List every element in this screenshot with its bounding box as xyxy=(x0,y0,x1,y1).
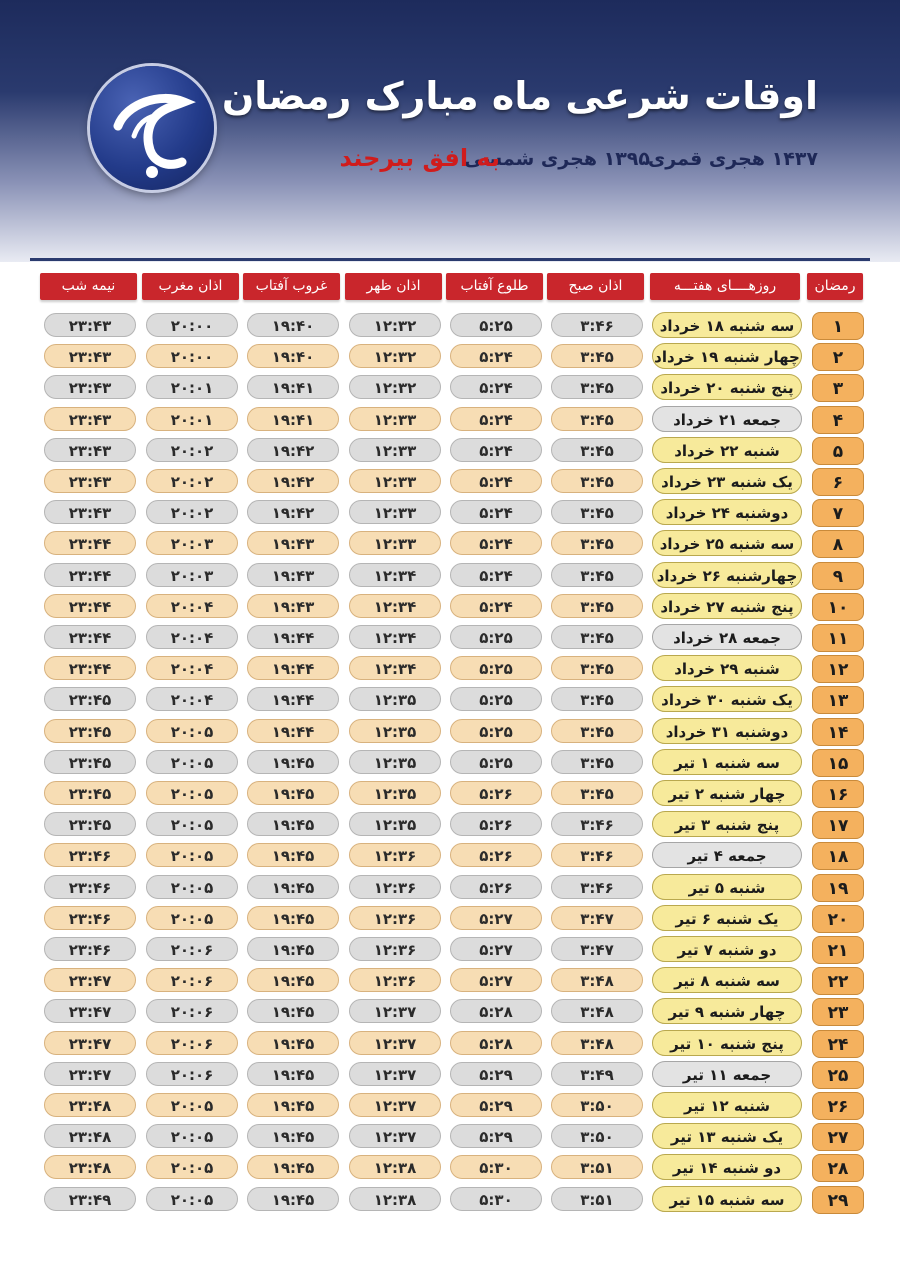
weekday-date: شنبه ۵ تیر xyxy=(652,874,802,900)
sunset-time: ۱۹:۴۵ xyxy=(247,1093,339,1117)
fajr-time: ۳:۵۱ xyxy=(551,1155,643,1179)
dhuhr-time: ۱۲:۳۷ xyxy=(349,999,441,1023)
ramadan-day-number: ۷ xyxy=(812,499,864,527)
header-banner xyxy=(0,0,900,262)
dhuhr-time: ۱۲:۳۷ xyxy=(349,1031,441,1055)
ramadan-day-number: ۲۵ xyxy=(812,1061,864,1089)
table-row xyxy=(0,1030,900,1058)
midnight-time: ۲۳:۴۴ xyxy=(44,563,136,587)
sunrise-time: ۵:۲۴ xyxy=(450,438,542,462)
sunrise-time: ۵:۲۵ xyxy=(450,313,542,337)
ramadan-day-number: ۱۰ xyxy=(812,593,864,621)
maghrib-time: ۲۰:۰۵ xyxy=(146,750,238,774)
dhuhr-time: ۱۲:۳۷ xyxy=(349,1124,441,1148)
ramadan-day-number: ۱۱ xyxy=(812,624,864,652)
maghrib-time: ۲۰:۰۵ xyxy=(146,875,238,899)
sunrise-time: ۵:۲۵ xyxy=(450,687,542,711)
table-row xyxy=(0,312,900,340)
weekday-date: پنج شنبه ۲۷ خرداد xyxy=(652,593,802,619)
ramadan-day-number: ۱۹ xyxy=(812,874,864,902)
dhuhr-time: ۱۲:۳۶ xyxy=(349,875,441,899)
dhuhr-time: ۱۲:۳۸ xyxy=(349,1155,441,1179)
midnight-time: ۲۳:۴۸ xyxy=(44,1124,136,1148)
ramadan-day-number: ۱۸ xyxy=(812,842,864,870)
fajr-time: ۳:۴۸ xyxy=(551,968,643,992)
midnight-time: ۲۳:۴۵ xyxy=(44,781,136,805)
weekday-date: دوشنبه ۲۴ خرداد xyxy=(652,499,802,525)
ramadan-day-number: ۱۲ xyxy=(812,655,864,683)
ramadan-day-number: ۲۳ xyxy=(812,998,864,1026)
midnight-time: ۲۳:۴۸ xyxy=(44,1155,136,1179)
sunrise-time: ۵:۳۰ xyxy=(450,1187,542,1211)
midnight-time: ۲۳:۴۵ xyxy=(44,719,136,743)
fajr-time: ۳:۴۵ xyxy=(551,375,643,399)
midnight-time: ۲۳:۴۷ xyxy=(44,1031,136,1055)
sunrise-time: ۵:۲۶ xyxy=(450,843,542,867)
ramadan-day-number: ۱۷ xyxy=(812,811,864,839)
maghrib-time: ۲۰:۰۶ xyxy=(146,1031,238,1055)
col-sunrise: طلوع آفتاب xyxy=(446,273,543,300)
weekday-date: شنبه ۲۲ خرداد xyxy=(652,437,802,463)
table-row xyxy=(0,343,900,371)
sunrise-time: ۵:۲۴ xyxy=(450,344,542,368)
table-row xyxy=(0,655,900,683)
maghrib-time: ۲۰:۰۰ xyxy=(146,344,238,368)
weekday-date: یک شنبه ۳۰ خرداد xyxy=(652,686,802,712)
col-midnight: نیمه شب xyxy=(40,273,137,300)
dhuhr-time: ۱۲:۳۲ xyxy=(349,375,441,399)
ramadan-day-number: ۲۲ xyxy=(812,967,864,995)
midnight-time: ۲۳:۴۳ xyxy=(44,438,136,462)
sunrise-time: ۵:۲۷ xyxy=(450,906,542,930)
fajr-time: ۳:۴۵ xyxy=(551,719,643,743)
maghrib-time: ۲۰:۰۳ xyxy=(146,563,238,587)
table-row xyxy=(0,530,900,558)
fajr-time: ۳:۴۵ xyxy=(551,438,643,462)
weekday-date: پنج شنبه ۲۰ خرداد xyxy=(652,374,802,400)
fajr-time: ۳:۴۵ xyxy=(551,500,643,524)
table-row xyxy=(0,874,900,902)
table-row xyxy=(0,562,900,590)
ramadan-day-number: ۲۱ xyxy=(812,936,864,964)
midnight-time: ۲۳:۴۳ xyxy=(44,469,136,493)
fajr-time: ۳:۴۵ xyxy=(551,750,643,774)
fajr-time: ۳:۵۱ xyxy=(551,1187,643,1211)
midnight-time: ۲۳:۴۳ xyxy=(44,344,136,368)
weekday-date: چهار شنبه ۹ تیر xyxy=(652,998,802,1024)
sunset-time: ۱۹:۴۴ xyxy=(247,656,339,680)
maghrib-time: ۲۰:۰۵ xyxy=(146,812,238,836)
midnight-time: ۲۳:۴۴ xyxy=(44,531,136,555)
table-row xyxy=(0,1092,900,1120)
table-row xyxy=(0,1154,900,1182)
sunset-time: ۱۹:۴۵ xyxy=(247,812,339,836)
midnight-time: ۲۳:۴۶ xyxy=(44,906,136,930)
fajr-time: ۳:۴۸ xyxy=(551,999,643,1023)
ramadan-day-number: ۲۹ xyxy=(812,1186,864,1214)
weekday-date: دو شنبه ۱۴ تیر xyxy=(652,1154,802,1180)
col-fajr: اذان صبح xyxy=(547,273,644,300)
maghrib-time: ۲۰:۰۶ xyxy=(146,937,238,961)
table-row xyxy=(0,905,900,933)
maghrib-time: ۲۰:۰۵ xyxy=(146,781,238,805)
sunset-time: ۱۹:۴۲ xyxy=(247,438,339,462)
sunset-time: ۱۹:۴۵ xyxy=(247,968,339,992)
sunset-time: ۱۹:۴۲ xyxy=(247,500,339,524)
sunset-time: ۱۹:۴۰ xyxy=(247,313,339,337)
dhuhr-time: ۱۲:۳۵ xyxy=(349,750,441,774)
maghrib-time: ۲۰:۰۶ xyxy=(146,1062,238,1086)
weekday-date: جمعه ۴ تیر xyxy=(652,842,802,868)
column-headers xyxy=(0,273,900,301)
sunset-time: ۱۹:۴۴ xyxy=(247,719,339,743)
sunset-time: ۱۹:۴۵ xyxy=(247,1031,339,1055)
dhuhr-time: ۱۲:۳۴ xyxy=(349,594,441,618)
sunset-time: ۱۹:۴۵ xyxy=(247,875,339,899)
sunset-time: ۱۹:۴۱ xyxy=(247,375,339,399)
jam-news-logo-icon xyxy=(90,66,214,190)
sunrise-time: ۵:۲۴ xyxy=(450,594,542,618)
midnight-time: ۲۳:۴۹ xyxy=(44,1187,136,1211)
sunset-time: ۱۹:۴۴ xyxy=(247,625,339,649)
sunset-time: ۱۹:۴۵ xyxy=(247,750,339,774)
maghrib-time: ۲۰:۰۳ xyxy=(146,531,238,555)
dhuhr-time: ۱۲:۳۶ xyxy=(349,843,441,867)
sunrise-time: ۵:۲۹ xyxy=(450,1124,542,1148)
col-weekday: روزهــــای هفتـــه xyxy=(650,273,800,300)
sunset-time: ۱۹:۴۵ xyxy=(247,999,339,1023)
weekday-date: دو شنبه ۷ تیر xyxy=(652,936,802,962)
dhuhr-time: ۱۲:۳۴ xyxy=(349,656,441,680)
dhuhr-time: ۱۲:۳۴ xyxy=(349,625,441,649)
sunset-time: ۱۹:۴۳ xyxy=(247,531,339,555)
fajr-time: ۳:۴۶ xyxy=(551,812,643,836)
weekday-date: سه شنبه ۸ تیر xyxy=(652,967,802,993)
fajr-time: ۳:۴۹ xyxy=(551,1062,643,1086)
weekday-date: شنبه ۲۹ خرداد xyxy=(652,655,802,681)
fajr-time: ۳:۴۵ xyxy=(551,656,643,680)
sunset-time: ۱۹:۴۵ xyxy=(247,781,339,805)
maghrib-time: ۲۰:۰۵ xyxy=(146,843,238,867)
table-row xyxy=(0,780,900,808)
table-row xyxy=(0,1123,900,1151)
sunrise-time: ۵:۲۵ xyxy=(450,625,542,649)
dhuhr-time: ۱۲:۳۷ xyxy=(349,1062,441,1086)
fajr-time: ۳:۴۸ xyxy=(551,1031,643,1055)
maghrib-time: ۲۰:۰۵ xyxy=(146,719,238,743)
midnight-time: ۲۳:۴۴ xyxy=(44,656,136,680)
weekday-date: شنبه ۱۲ تیر xyxy=(652,1092,802,1118)
fajr-time: ۳:۴۵ xyxy=(551,687,643,711)
ramadan-day-number: ۶ xyxy=(812,468,864,496)
col-dhuhr: اذان ظهر xyxy=(345,273,442,300)
weekday-date: سه شنبه ۱۸ خرداد xyxy=(652,312,802,338)
maghrib-time: ۲۰:۰۲ xyxy=(146,438,238,462)
dhuhr-time: ۱۲:۳۳ xyxy=(349,500,441,524)
midnight-time: ۲۳:۴۵ xyxy=(44,687,136,711)
dhuhr-time: ۱۲:۳۶ xyxy=(349,937,441,961)
sunset-time: ۱۹:۴۲ xyxy=(247,469,339,493)
weekday-date: سه شنبه ۱۵ تیر xyxy=(652,1186,802,1212)
dhuhr-time: ۱۲:۳۳ xyxy=(349,531,441,555)
weekday-date: جمعه ۲۱ خرداد xyxy=(652,406,802,432)
fajr-time: ۳:۴۵ xyxy=(551,344,643,368)
ramadan-day-number: ۲۷ xyxy=(812,1123,864,1151)
dhuhr-time: ۱۲:۳۳ xyxy=(349,438,441,462)
ramadan-day-number: ۱۴ xyxy=(812,718,864,746)
ramadan-day-number: ۲۰ xyxy=(812,905,864,933)
maghrib-time: ۲۰:۰۲ xyxy=(146,500,238,524)
sunrise-time: ۵:۳۰ xyxy=(450,1155,542,1179)
maghrib-time: ۲۰:۰۵ xyxy=(146,1093,238,1117)
fajr-time: ۳:۴۵ xyxy=(551,531,643,555)
ramadan-day-number: ۵ xyxy=(812,437,864,465)
dhuhr-time: ۱۲:۳۲ xyxy=(349,313,441,337)
header-divider xyxy=(30,258,870,261)
sunrise-time: ۵:۲۶ xyxy=(450,812,542,836)
ramadan-day-number: ۲۶ xyxy=(812,1092,864,1120)
midnight-time: ۲۳:۴۸ xyxy=(44,1093,136,1117)
col-maghrib: اذان مغرب xyxy=(142,273,239,300)
dhuhr-time: ۱۲:۳۶ xyxy=(349,968,441,992)
dhuhr-time: ۱۲:۳۵ xyxy=(349,687,441,711)
ramadan-day-number: ۸ xyxy=(812,530,864,558)
fajr-time: ۳:۴۷ xyxy=(551,906,643,930)
sunset-time: ۱۹:۴۵ xyxy=(247,937,339,961)
weekday-date: چهار شنبه ۱۹ خرداد xyxy=(652,343,802,369)
fajr-time: ۳:۴۶ xyxy=(551,875,643,899)
city-label: به افق بیرجند xyxy=(339,144,500,172)
sunset-time: ۱۹:۴۵ xyxy=(247,906,339,930)
ramadan-day-number: ۱۶ xyxy=(812,780,864,808)
fajr-time: ۳:۴۵ xyxy=(551,594,643,618)
sunrise-time: ۵:۲۸ xyxy=(450,999,542,1023)
midnight-time: ۲۳:۴۷ xyxy=(44,968,136,992)
sunrise-time: ۵:۲۶ xyxy=(450,875,542,899)
sunrise-time: ۵:۲۶ xyxy=(450,781,542,805)
page-title: اوقات شرعی ماه مبارک رمضان xyxy=(221,74,818,118)
maghrib-time: ۲۰:۰۲ xyxy=(146,469,238,493)
midnight-time: ۲۳:۴۶ xyxy=(44,937,136,961)
dhuhr-time: ۱۲:۳۴ xyxy=(349,563,441,587)
sunset-time: ۱۹:۴۰ xyxy=(247,344,339,368)
weekday-date: یک شنبه ۶ تیر xyxy=(652,905,802,931)
fajr-time: ۳:۴۵ xyxy=(551,781,643,805)
dhuhr-time: ۱۲:۳۸ xyxy=(349,1187,441,1211)
midnight-time: ۲۳:۴۶ xyxy=(44,875,136,899)
weekday-date: دوشنبه ۳۱ خرداد xyxy=(652,718,802,744)
midnight-time: ۲۳:۴۴ xyxy=(44,625,136,649)
weekday-date: جمعه ۱۱ تیر xyxy=(652,1061,802,1087)
sunrise-time: ۵:۲۵ xyxy=(450,656,542,680)
table-row xyxy=(0,406,900,434)
sunset-time: ۱۹:۴۳ xyxy=(247,594,339,618)
dhuhr-time: ۱۲:۳۳ xyxy=(349,469,441,493)
sunrise-time: ۵:۲۷ xyxy=(450,968,542,992)
fajr-time: ۳:۵۰ xyxy=(551,1124,643,1148)
sunset-time: ۱۹:۴۵ xyxy=(247,1124,339,1148)
dhuhr-time: ۱۲:۳۳ xyxy=(349,407,441,431)
table-row xyxy=(0,1186,900,1214)
weekday-date: یک شنبه ۲۳ خرداد xyxy=(652,468,802,494)
maghrib-time: ۲۰:۰۱ xyxy=(146,407,238,431)
table-row xyxy=(0,437,900,465)
sunset-time: ۱۹:۴۵ xyxy=(247,1062,339,1086)
table-row xyxy=(0,718,900,746)
ramadan-day-number: ۲ xyxy=(812,343,864,371)
sunset-time: ۱۹:۴۵ xyxy=(247,1155,339,1179)
dhuhr-time: ۱۲:۳۵ xyxy=(349,781,441,805)
table-row xyxy=(0,374,900,402)
maghrib-time: ۲۰:۰۶ xyxy=(146,999,238,1023)
maghrib-time: ۲۰:۰۴ xyxy=(146,687,238,711)
fajr-time: ۳:۴۵ xyxy=(551,563,643,587)
sunrise-time: ۵:۲۸ xyxy=(450,1031,542,1055)
maghrib-time: ۲۰:۰۰ xyxy=(146,313,238,337)
sunset-time: ۱۹:۴۴ xyxy=(247,687,339,711)
ramadan-day-number: ۱۳ xyxy=(812,686,864,714)
sunrise-time: ۵:۲۴ xyxy=(450,407,542,431)
table-row xyxy=(0,749,900,777)
ramadan-day-number: ۳ xyxy=(812,374,864,402)
weekday-date: چهار شنبه ۲ تیر xyxy=(652,780,802,806)
maghrib-time: ۲۰:۰۴ xyxy=(146,594,238,618)
maghrib-time: ۲۰:۰۵ xyxy=(146,1155,238,1179)
sunrise-time: ۵:۲۴ xyxy=(450,375,542,399)
lunar-year: ۱۴۳۷ هجری قمری xyxy=(647,148,818,170)
dhuhr-time: ۱۲:۳۲ xyxy=(349,344,441,368)
ramadan-day-number: ۲۴ xyxy=(812,1030,864,1058)
table-row xyxy=(0,593,900,621)
weekday-date: سه شنبه ۲۵ خرداد xyxy=(652,530,802,556)
maghrib-time: ۲۰:۰۴ xyxy=(146,625,238,649)
sunset-time: ۱۹:۴۵ xyxy=(247,1187,339,1211)
dhuhr-time: ۱۲:۳۷ xyxy=(349,1093,441,1117)
sunrise-time: ۵:۲۴ xyxy=(450,500,542,524)
ramadan-day-number: ۹ xyxy=(812,562,864,590)
table-row xyxy=(0,1061,900,1089)
col-ramadan: رمضان xyxy=(807,273,863,300)
weekday-date: پنج شنبه ۱۰ تیر xyxy=(652,1030,802,1056)
sunset-time: ۱۹:۴۵ xyxy=(247,843,339,867)
maghrib-time: ۲۰:۰۱ xyxy=(146,375,238,399)
ramadan-day-number: ۱۵ xyxy=(812,749,864,777)
midnight-time: ۲۳:۴۳ xyxy=(44,313,136,337)
table-row xyxy=(0,998,900,1026)
sunset-time: ۱۹:۴۱ xyxy=(247,407,339,431)
fajr-time: ۳:۴۶ xyxy=(551,313,643,337)
weekday-date: جمعه ۲۸ خرداد xyxy=(652,624,802,650)
sunrise-time: ۵:۲۴ xyxy=(450,531,542,555)
table-row xyxy=(0,468,900,496)
fajr-time: ۳:۴۵ xyxy=(551,625,643,649)
midnight-time: ۲۳:۴۴ xyxy=(44,594,136,618)
fajr-time: ۳:۵۰ xyxy=(551,1093,643,1117)
table-row xyxy=(0,499,900,527)
maghrib-time: ۲۰:۰۵ xyxy=(146,906,238,930)
midnight-time: ۲۳:۴۳ xyxy=(44,375,136,399)
sunrise-time: ۵:۲۴ xyxy=(450,563,542,587)
ramadan-day-number: ۴ xyxy=(812,406,864,434)
midnight-time: ۲۳:۴۷ xyxy=(44,1062,136,1086)
sunrise-time: ۵:۲۹ xyxy=(450,1062,542,1086)
table-row xyxy=(0,936,900,964)
solar-year: ۱۳۹۵ هجری شمسی xyxy=(464,148,650,170)
table-row xyxy=(0,624,900,652)
fajr-time: ۳:۴۵ xyxy=(551,469,643,493)
table-row xyxy=(0,842,900,870)
sunset-time: ۱۹:۴۳ xyxy=(247,563,339,587)
dhuhr-time: ۱۲:۳۵ xyxy=(349,719,441,743)
dhuhr-time: ۱۲:۳۵ xyxy=(349,812,441,836)
weekday-date: یک شنبه ۱۳ تیر xyxy=(652,1123,802,1149)
weekday-date: پنج شنبه ۳ تیر xyxy=(652,811,802,837)
sunrise-time: ۵:۲۵ xyxy=(450,719,542,743)
sunrise-time: ۵:۲۷ xyxy=(450,937,542,961)
midnight-time: ۲۳:۴۵ xyxy=(44,812,136,836)
sunrise-time: ۵:۲۴ xyxy=(450,469,542,493)
midnight-time: ۲۳:۴۶ xyxy=(44,843,136,867)
sunrise-time: ۵:۲۹ xyxy=(450,1093,542,1117)
table-row xyxy=(0,967,900,995)
maghrib-time: ۲۰:۰۴ xyxy=(146,656,238,680)
midnight-time: ۲۳:۴۵ xyxy=(44,750,136,774)
table-row xyxy=(0,686,900,714)
weekday-date: چهارشنبه ۲۶ خرداد xyxy=(652,562,802,588)
ramadan-day-number: ۱ xyxy=(812,312,864,340)
fajr-time: ۳:۴۵ xyxy=(551,407,643,431)
maghrib-time: ۲۰:۰۵ xyxy=(146,1124,238,1148)
maghrib-time: ۲۰:۰۵ xyxy=(146,1187,238,1211)
midnight-time: ۲۳:۴۳ xyxy=(44,407,136,431)
fajr-time: ۳:۴۶ xyxy=(551,843,643,867)
midnight-time: ۲۳:۴۳ xyxy=(44,500,136,524)
maghrib-time: ۲۰:۰۶ xyxy=(146,968,238,992)
weekday-date: سه شنبه ۱ تیر xyxy=(652,749,802,775)
table-row xyxy=(0,811,900,839)
sunrise-time: ۵:۲۵ xyxy=(450,750,542,774)
fajr-time: ۳:۴۷ xyxy=(551,937,643,961)
dhuhr-time: ۱۲:۳۶ xyxy=(349,906,441,930)
midnight-time: ۲۳:۴۷ xyxy=(44,999,136,1023)
col-sunset: غروب آفتاب xyxy=(243,273,340,300)
ramadan-day-number: ۲۸ xyxy=(812,1154,864,1182)
